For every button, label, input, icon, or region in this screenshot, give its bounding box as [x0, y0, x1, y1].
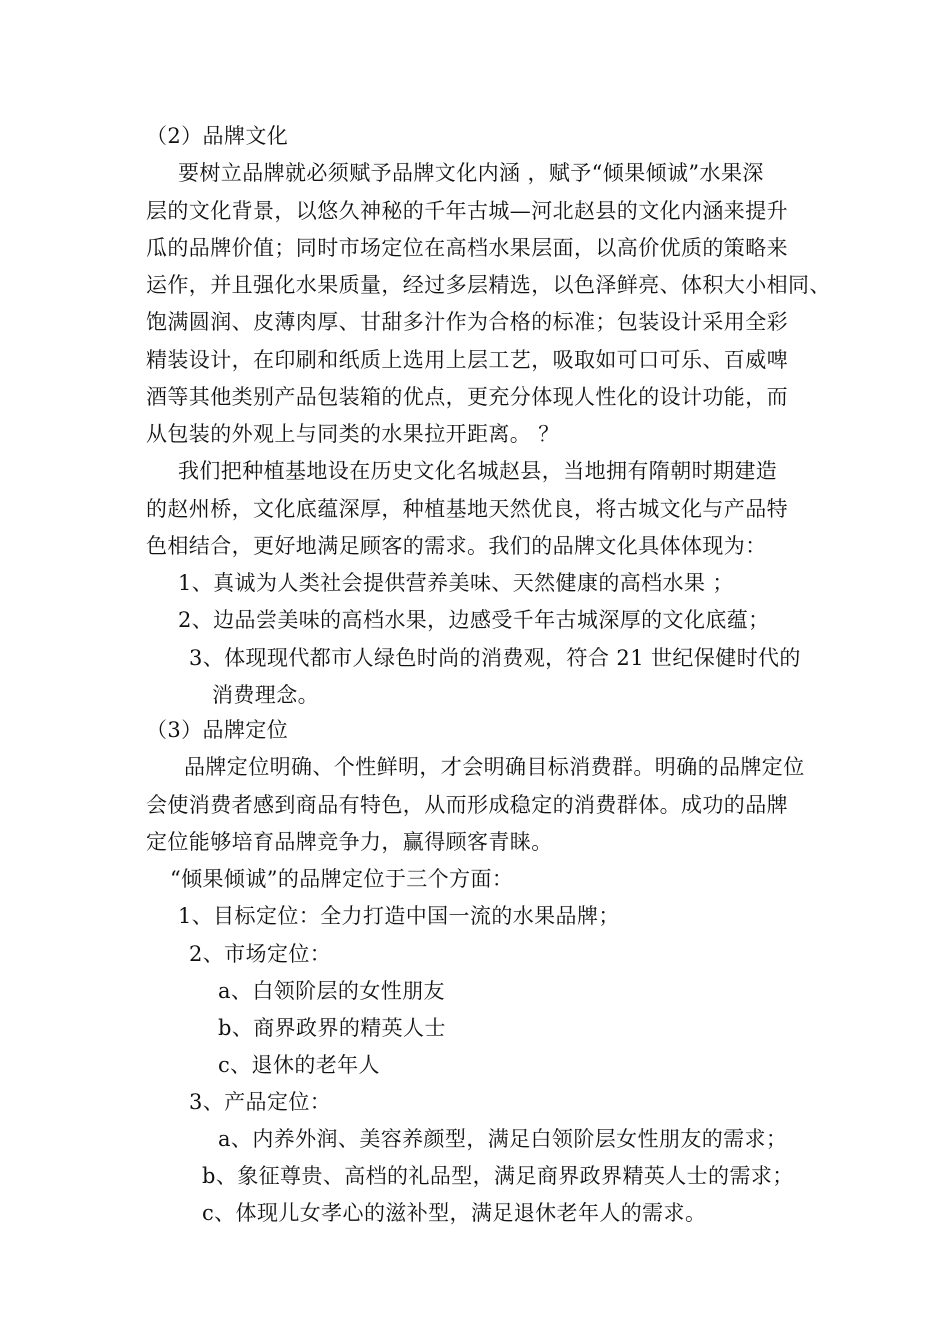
section-heading-brand-positioning: （3）品牌定位 [146, 718, 289, 742]
list-item: 1、目标定位：全力打造中国一流的水果品牌； [178, 904, 620, 928]
paragraph-line: 层的文化背景，以悠久神秘的千年古城—河北赵县的文化内涵来提升 [146, 199, 788, 223]
list-item: 1、真诚为人类社会提供营养美味、天然健康的高档水果 ； [178, 571, 734, 595]
sub-list-item: c、退休的老年人 [218, 1053, 380, 1077]
paragraph-line: 品牌定位明确、个性鲜明，才会明确目标消费群。明确的品牌定位 [184, 755, 805, 779]
list-item: 2、市场定位： [189, 942, 332, 966]
sub-list-item: a、内养外润、美容养颜型，满足白领阶层女性朋友的需求； [218, 1127, 788, 1151]
paragraph-line: 饱满圆润、皮薄肉厚、甘甜多汁作为合格的标准；包装设计采用全彩 [146, 310, 788, 334]
paragraph-line: 酒等其他类别产品包装箱的优点，更充分体现人性化的设计功能，而 [146, 385, 788, 409]
paragraph-line: 的赵州桥，文化底蕴深厚，种植基地天然优良，将古城文化与产品特 [146, 497, 788, 521]
sub-list-item: a、白领阶层的女性朋友 [218, 979, 445, 1003]
sub-list-item: b、商界政界的精英人士 [218, 1016, 446, 1040]
paragraph-line: 会使消费者感到商品有特色，从而形成稳定的消费群体。成功的品牌 [146, 793, 788, 817]
sub-list-item: b、象征尊贵、高档的礼品型，满足商界政界精英人士的需求； [202, 1164, 794, 1188]
paragraph-line: 从包装的外观上与同类的水果拉开距离。 ？ [146, 422, 560, 446]
paragraph-line: 定位能够培育品牌竞争力，赢得顾客青睐。 [146, 830, 553, 854]
section-heading-brand-culture: （2）品牌文化 [146, 124, 289, 148]
paragraph-line: 瓜的品牌价值；同时市场定位在高档水果层面，以高价优质的策略来 [146, 236, 788, 260]
paragraph-line: 要树立品牌就必须赋予品牌文化内涵 ，赋予“倾果倾诚”水果深 [178, 161, 764, 185]
list-item-continuation: 消费理念。 [212, 683, 319, 707]
paragraph-line: 精装设计，在印刷和纸质上选用上层工艺，吸取如可口可乐、百威啤 [146, 348, 788, 372]
paragraph-line: 色相结合，更好地满足顾客的需求。我们的品牌文化具体体现为： [146, 534, 767, 558]
paragraph-line: “倾果倾诚”的品牌定位于三个方面： [170, 867, 514, 891]
paragraph-line: 运作，并且强化水果质量，经过多层精选，以色泽鲜亮、体积大小相同、 [146, 273, 831, 297]
list-item: 3、产品定位： [189, 1090, 332, 1114]
sub-list-item: c、体现儿女孝心的滋补型，满足退休老年人的需求。 [202, 1201, 707, 1225]
list-item: 2、边品尝美味的高档水果，边感受千年古城深厚的文化底蕴； [178, 608, 770, 632]
list-item: 3、体现现代都市人绿色时尚的消费观，符合 21 世纪保健时代的 [189, 646, 801, 670]
paragraph-line: 我们把种植基地设在历史文化名城赵县，当地拥有隋朝时期建造 [178, 459, 778, 483]
